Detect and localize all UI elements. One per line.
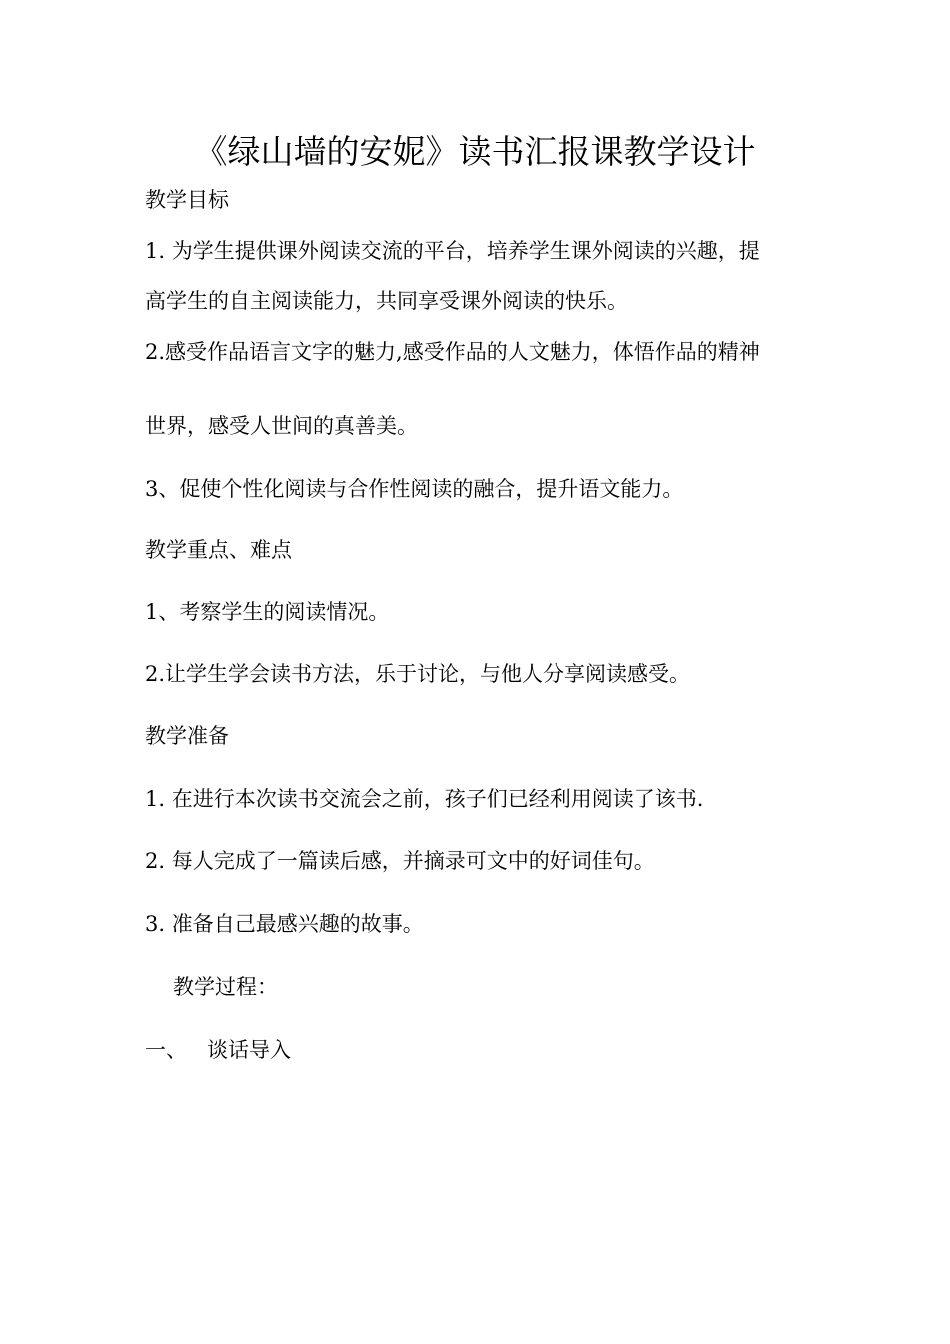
preparation-2: 2. 每人完成了一篇读后感，并摘录可文中的好词佳句。 <box>145 849 655 873</box>
objective-2-line-2: 世界，感受人世间的真善美。 <box>145 414 418 438</box>
preparation-3: 3. 准备自己最感兴趣的故事。 <box>145 912 424 936</box>
objectives-heading: 教学目标 <box>145 188 229 212</box>
document-title: 《绿山墙的安妮》读书汇报课教学设计 <box>194 132 756 171</box>
key-points-heading: 教学重点、难点 <box>145 538 292 562</box>
objective-1-line-2: 高学生的自主阅读能力，共同享受课外阅读的快乐。 <box>145 289 628 313</box>
key-point-1: 1、考察学生的阅读情况。 <box>145 600 390 624</box>
key-point-2: 2.让学生学会读书方法，乐于讨论，与他人分享阅读感受。 <box>145 662 691 686</box>
process-heading: 教学过程： <box>173 975 278 999</box>
objective-3: 3、促使个性化阅读与合作性阅读的融合，提升语文能力。 <box>145 477 684 501</box>
preparation-heading: 教学准备 <box>145 724 229 748</box>
objective-2-line-1: 2.感受作品语言文字的魅力,感受作品的人文魅力，体悟作品的精神 <box>145 340 760 364</box>
preparation-1: 1. 在进行本次读书交流会之前，孩子们已经利用阅读了该书. <box>145 787 704 811</box>
objective-1-line-1: 1. 为学生提供课外阅读交流的平台，培养学生课外阅读的兴趣，提 <box>145 239 760 263</box>
process-step-1: 一、 谈话导入 <box>145 1038 292 1062</box>
